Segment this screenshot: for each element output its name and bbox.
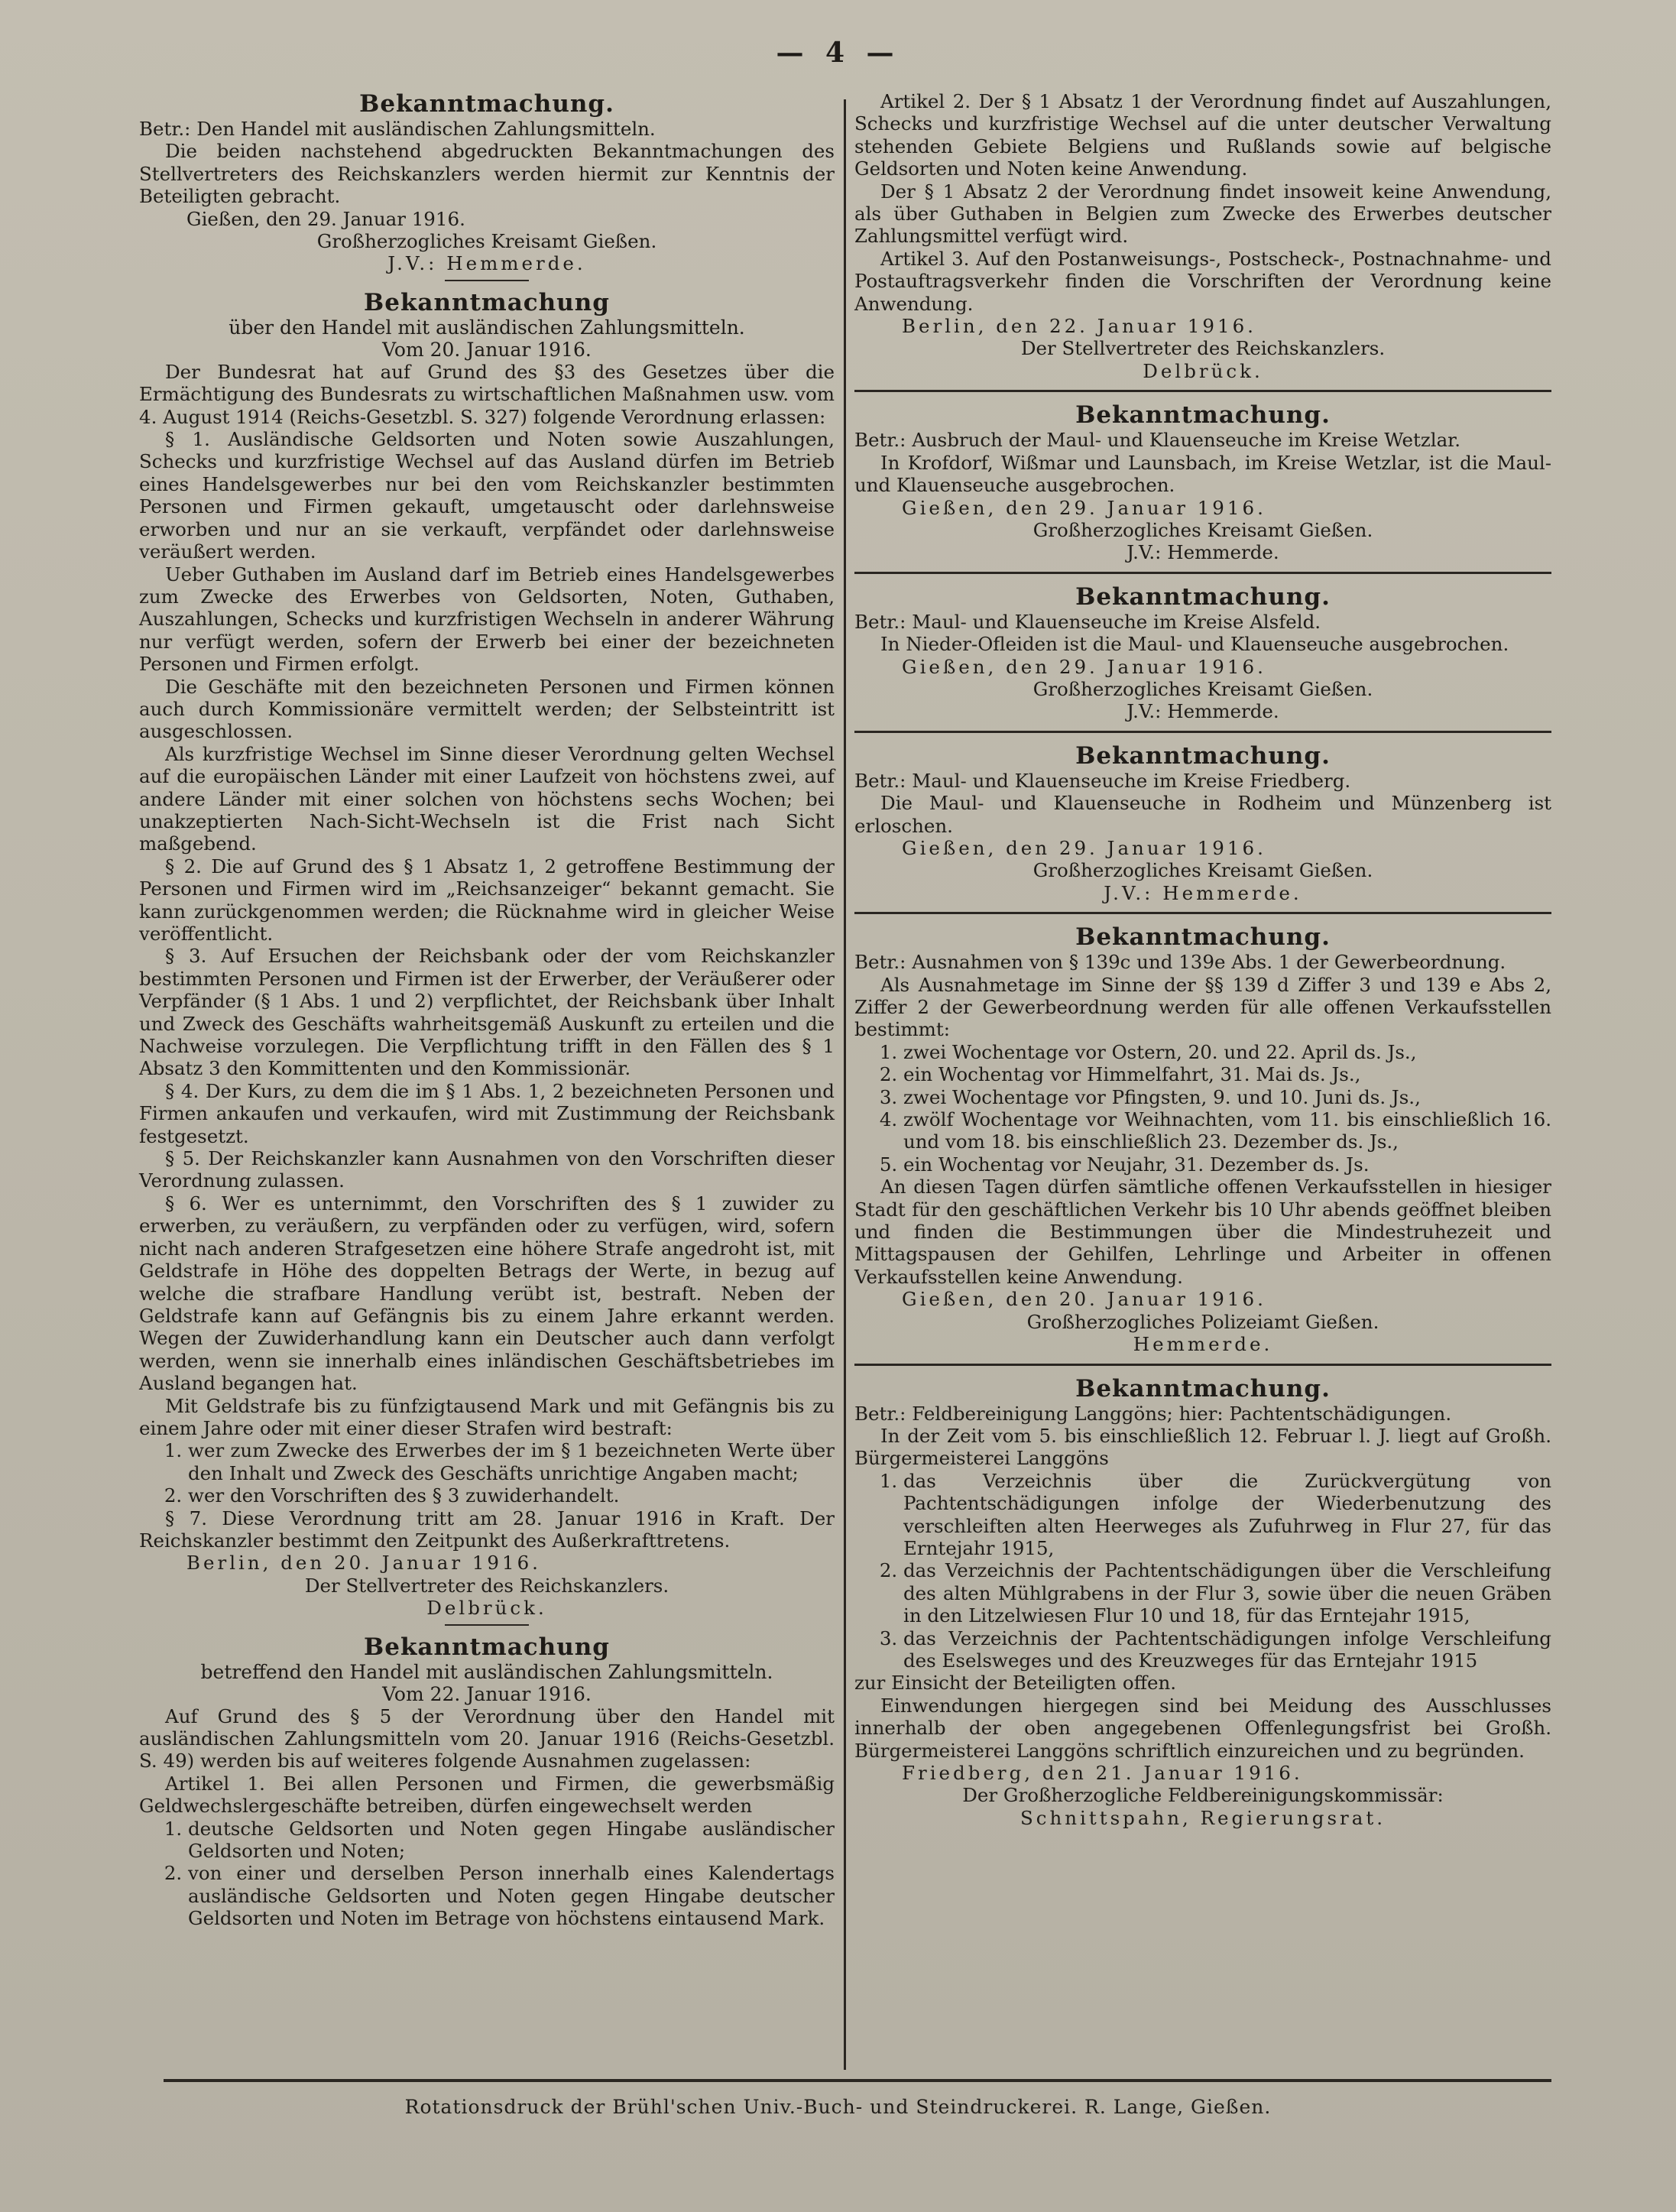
notice-zahlungsmittel-kreisamt [139, 90, 835, 281]
notice-date: Gießen, den 29. Januar 1916. [902, 836, 1266, 859]
notice-subtitle-date: Vom 22. Januar 1916. [382, 1682, 592, 1705]
paragraph: Der Bundesrat hat auf Grund des §3 des Gesetzes über die Ermächtigung des Bundesrats zu wirtschaftlichen Maßnahmen usw. vom 4. August 1914 (Reichs-Gesetzbl. S. 327) folgende Verordnung erlassen: [139, 360, 835, 428]
divider [854, 390, 1551, 392]
notice-verordnung-20-januar [139, 289, 835, 1626]
notice-subject: Betr.: Maul- und Klauenseuche im Kreise Alsfeld. [854, 610, 1321, 633]
list-item: 1. deutsche Geldsorten und Noten gegen Hingabe ausländischer Geldsorten und Noten; [188, 1818, 835, 1863]
paragraph: Artikel 2. Der § 1 Absatz 1 der Verordnung findet auf Auszahlungen, Schecks und kurzfristige Wechsel auf die unter deutscher Verwaltung stehenden Gebiete Belgiens und Rußlands sowie auf belgische Geldsorten und Noten keine Anwendung. [854, 90, 1551, 180]
paragraph: Ueber Guthaben im Ausland darf im Betrieb eines Handelsgewerbes zum Zwecke des Erwerbes von Geldsorten, Noten, Guthaben, Auszahlungen, Schecks und kurzfristigen Wechseln in anderer Währung nur verfügt werden, sofern der Erwerb bei einer der bezeichneten Personen und Firmen erfolgt. [139, 563, 835, 676]
notice-office: Der Stellvertreter des Reichskanzlers. [1020, 337, 1386, 360]
notice-signer: J.V.: Hemmerde. [1127, 541, 1279, 564]
divider [445, 280, 529, 281]
paragraph: Einwendungen hiergegen sind bei Meidung des Ausschlusses innerhalb der oben angegebenen Offenlegungsfrist bei Großh. Bürgermeisterei Langgöns schriftlich einzureichen und zu begründen. [854, 1694, 1551, 1762]
list-item: 5. ein Wochentag vor Neujahr, 31. Dezember ds. Js. [903, 1153, 1551, 1176]
notice-signer: J.V.: Hemmerde. [1127, 700, 1279, 723]
exception-list [139, 1818, 835, 1930]
notice-signer: Delbrück. [1143, 359, 1263, 382]
notice-date: Gießen, den 29. Januar 1916. [186, 207, 465, 230]
notice-signer: Schnittspahn, Regierungsrat. [1020, 1806, 1386, 1829]
printer-imprint: Rotationsdruck der Brühl'schen Univ.-Buch- und Steindruckerei. R. Lange, Gießen. [404, 2096, 1272, 2118]
paragraph: § 4. Der Kurs, zu dem die im § 1 Abs. 1, 2 bezeichneten Personen und Firmen ankaufen und verkaufen, wird mit Zustimmung der Reichsbank festgesetzt. [139, 1079, 835, 1147]
paragraph: In der Zeit vom 5. bis einschließlich 12. Februar l. J. liegt auf Großh. Bürgermeisterei Langgöns [854, 1424, 1551, 1470]
notice-signer: J.V.: Hemmerde. [387, 252, 586, 275]
list-item: 1. zwei Wochentage vor Ostern, 20. und 22. April ds. Js., [903, 1041, 1551, 1063]
list-item: 2. das Verzeichnis der Pachtentschädigungen über die Verschleifung des alten Mühlgrabens in der Flur 3, sowie über die neuen Gräben in den Litzelwiesen Flur 10 und 18, für das Erntejahr 1915, [903, 1559, 1551, 1627]
notice-title: Bekanntmachung. [1075, 741, 1331, 770]
notice-office: Der Großherzogliche Feldbereinigungskommissär: [962, 1784, 1444, 1807]
notice-signer: J.V.: Hemmerde. [1104, 881, 1302, 904]
list-item: 4. zwölf Wochentage vor Weihnachten, vom 11. bis einschließlich 16. und vom 18. bis einschließlich 23. Dezember ds. Js., [903, 1108, 1551, 1153]
divider [854, 912, 1551, 914]
list-item: 2. von einer und derselben Person innerhalb eines Kalendertags ausländische Geldsorten und Noten gegen Hingabe deutscher Geldsorten und Noten im Betrage von höchstens eintausend Mark. [188, 1862, 835, 1929]
notice-office: Großherzogliches Polizeiamt Gießen. [1026, 1310, 1379, 1333]
paragraph: § 3. Auf Ersuchen der Reichsbank oder der vom Reichskanzler bestimmten Personen und Firmen ist der Erwerber, der Veräußerer oder Verpfänder (§ 1 Abs. 1 und 2) verpflichtet, der Reichsbank über Inhalt und Zweck des Geschäfts wahrheitsgemäß Auskunft zu erteilen und die Nachweise vorzulegen. Die Verpflichtung trifft in den Fällen des § 1 Absatz 3 den Kommittenten und den Kommissionär. [139, 945, 835, 1080]
paragraph: § 5. Der Reichskanzler kann Ausnahmen von den Vorschriften dieser Verordnung zulassen. [139, 1147, 835, 1192]
notice-office: Der Stellvertreter des Reichskanzlers. [304, 1574, 669, 1597]
list-item: 1. das Verzeichnis über die Zurückvergütung von Pachtentschädigungen infolge der Wiederbenutzung des verschleiften alten Heerweges als Zufuhrweg in Flur 27, für das Erntejahr 1915, [903, 1470, 1551, 1560]
notice-subject: Betr.: Ausbruch der Maul- und Klauenseuche im Kreise Wetzlar. [854, 429, 1460, 452]
paragraph: § 7. Diese Verordnung tritt am 28. Januar 1916 in Kraft. Der Reichskanzler bestimmt den Zeitpunkt des Außerkrafttretens. [139, 1507, 835, 1552]
page-number: — 4 — [776, 37, 900, 69]
notice-date: Berlin, den 20. Januar 1916. [186, 1552, 541, 1575]
notice-subject: Betr.: Maul- und Klauenseuche im Kreise Friedberg. [854, 769, 1351, 792]
notice-signer: Delbrück. [426, 1597, 547, 1620]
notice-date: Gießen, den 20. Januar 1916. [902, 1288, 1266, 1311]
notice-ausnahmen-22-januar [139, 1633, 835, 1930]
bottom-rule [164, 2079, 1551, 2082]
notice-title: Bekanntmachung [364, 1633, 610, 1661]
notice-ausnahmen-continued [854, 90, 1551, 392]
divider [854, 731, 1551, 733]
paragraph: Als kurzfristige Wechsel im Sinne dieser Verordnung gelten Wechsel auf die europäischen Länder mit einer Laufzeit von höchstens zwei, auf andere Länder mit einer solchen von höchstens sechs Wochen; bei unakzeptierten Nach-Sicht-Wechseln ist die Frist nach Sicht maßgebend. [139, 742, 835, 855]
notice-gewerbeordnung [854, 923, 1551, 1365]
notice-date: Berlin, den 22. Januar 1916. [902, 315, 1256, 338]
paragraph: Der § 1 Absatz 2 der Verordnung findet insoweit keine Anwendung, als über Guthaben in Belgien zum Zwecke des Erwerbes deutscher Zahlungsmittel verfügt wird. [854, 180, 1551, 248]
notice-body: In Nieder-Ofleiden ist die Maul- und Klauenseuche ausgebrochen. [880, 633, 1509, 656]
notice-date: Friedberg, den 21. Januar 1916. [902, 1762, 1303, 1784]
notice-body: In Krofdorf, Wißmar und Launsbach, im Kreise Wetzlar, ist die Maul- und Klauenseuche ausgebrochen. [854, 451, 1551, 497]
notice-subtitle: betreffend den Handel mit ausländischen Zahlungsmitteln. [200, 1660, 773, 1683]
paragraph: zur Einsicht der Beteiligten offen. [854, 1672, 1177, 1695]
notice-title: Bekanntmachung. [1075, 582, 1331, 611]
list-item: 2. ein Wochentag vor Himmelfahrt, 31. Mai ds. Js., [903, 1063, 1551, 1085]
list-item: 1. wer zum Zwecke des Erwerbes der im § 1 bezeichneten Werte über den Inhalt und Zweck des Geschäfts unrichtige Angaben macht; [188, 1439, 835, 1484]
notice-subject: Betr.: Ausnahmen von § 139c und 139e Abs. 1 der Gewerbeordnung. [854, 951, 1506, 974]
column-divider [844, 99, 846, 2070]
notice-body: Die Maul- und Klauenseuche in Rodheim und Münzenberg ist erloschen. [854, 792, 1551, 837]
paragraph: § 1. Ausländische Geldsorten und Noten sowie Auszahlungen, Schecks und kurzfristige Wechsel auf das Ausland dürfen im Betrieb eines Handelsgewerbes nur bei den vom Reichskanzler bestimmten Personen und Firmen gekauft, umgetauscht oder darlehnsweise erworben und nur an sie verkauft, verpfändet oder darlehnsweise veräußert werden. [139, 428, 835, 563]
divider [854, 1364, 1551, 1366]
notice-seuche-wetzlar [854, 401, 1551, 573]
paragraph: Auf Grund des § 5 der Verordnung über den Handel mit ausländischen Zahlungsmitteln vom 20. Januar 1916 (Reichs-Gesetzbl. S. 49) werden bis auf weiteres folgende Ausnahmen zugelassen: [139, 1704, 835, 1773]
list-item: 2. wer den Vorschriften des § 3 zuwiderhandelt. [188, 1484, 835, 1507]
notice-office: Großherzogliches Kreisamt Gießen. [1033, 677, 1373, 700]
divider [445, 1624, 529, 1626]
notice-title: Bekanntmachung. [1075, 401, 1331, 430]
notice-subject: Betr.: Den Handel mit ausländischen Zahlungsmitteln. [139, 118, 656, 140]
left-column [139, 90, 835, 1930]
paragraph: § 2. Die auf Grund des § 1 Absatz 1, 2 getroffene Bestimmung der Personen und Firmen wird im „Reichsanzeiger“ bekannt gemacht. Sie kann zurückgenommen werden; die Rücknahme wird in gleicher Weise veröffentlicht. [139, 855, 835, 945]
notice-title: Bekanntmachung. [1075, 923, 1331, 952]
notice-signer: Hemmerde. [1133, 1333, 1273, 1356]
notice-office: Großherzogliches Kreisamt Gießen. [1033, 518, 1373, 541]
notice-subtitle: über den Handel mit ausländischen Zahlungsmitteln. [229, 316, 745, 339]
notice-office: Großherzogliches Kreisamt Gießen. [1033, 859, 1373, 882]
notice-date: Gießen, den 29. Januar 1916. [902, 655, 1266, 678]
paragraph: Die Geschäfte mit den bezeichneten Personen und Firmen können auch durch Kommissionäre vermittelt werden; der Selbsteintritt ist ausgeschlossen. [139, 675, 835, 743]
paragraph: An diesen Tagen dürfen sämtliche offenen Verkaufsstellen in hiesiger Stadt für den geschäftlichen Verkehr bis 10 Uhr abends geöffnet bleiben und finden die Bestimmungen über die Mindestruhezeit und Mittagspausen der Gehilfen, Lehrlinge und Arbeiter in offenen Verkaufsstellen keine Anwendung. [854, 1176, 1551, 1288]
verzeichnis-list [854, 1470, 1551, 1672]
notice-feldbereinigung [854, 1375, 1551, 1830]
list-item: 3. zwei Wochentage vor Pfingsten, 9. und 10. Juni ds. Js., [903, 1086, 1551, 1108]
list-item: 3. das Verzeichnis der Pachtentschädigungen infolge Verschleifung des Eselsweges und des Kreuzweges für das Erntejahr 1915 [903, 1627, 1551, 1672]
notice-body: Die beiden nachstehend abgedruckten Bekanntmachungen des Stellvertreters des Reichskanzlers werden hiermit zur Kenntnis der Beteiligten gebracht. [139, 140, 835, 208]
notice-title: Bekanntmachung [364, 288, 610, 316]
paragraph: Mit Geldstrafe bis zu fünfzigtausend Mark und mit Gefängnis bis zu einem Jahre oder mit einer dieser Strafen wird bestraft: [139, 1394, 835, 1439]
ausnahmetage-list [854, 1041, 1551, 1176]
right-column [854, 90, 1551, 1829]
notice-seuche-friedberg [854, 742, 1551, 914]
paragraph: § 6. Wer es unternimmt, den Vorschriften des § 1 zuwider zu erwerben, zu veräußern, zu verpfänden oder zu verfügen, wird, sofern nicht nach anderen Strafgesetzen eine höhere Strafe angedroht ist, mit Geldstrafe in Höhe des doppelten Betrags der Werte, in bezug auf welche die strafbare Handlung verübt ist, bestraft. Neben der Geldstrafe kann auf Gefängnis bis zu einem Jahre erkannt werden. Wegen der Zuwiderhandlung kann ein Deutscher auch dann verfolgt werden, wenn sie innerhalb eines inländischen Geschäftsbetriebes im Ausland begangen hat. [139, 1192, 835, 1395]
paragraph: Artikel 3. Auf den Postanweisungs-, Postscheck-, Postnachnahme- und Postauftragsverkehr finden die Vorschriften der Verordnung keine Anwendung. [854, 247, 1551, 315]
notice-title: Bekanntmachung. [359, 90, 614, 118]
notice-subject: Betr.: Feldbereinigung Langgöns; hier: Pachtentschädigungen. [854, 1402, 1452, 1425]
divider [854, 572, 1551, 574]
paragraph: Artikel 1. Bei allen Personen und Firmen, die gewerbsmäßig Geldwechslergeschäfte betreiben, dürfen eingewechselt werden [139, 1772, 835, 1818]
notice-seuche-alsfeld [854, 583, 1551, 733]
paragraph: Als Ausnahmetage im Sinne der §§ 139 d Ziffer 3 und 139 e Abs 2, Ziffer 2 der Gewerbeordnung werden für alle offenen Verkaufsstellen bestimmt: [854, 973, 1551, 1041]
penalty-list [139, 1439, 835, 1507]
notice-office: Großherzogliches Kreisamt Gießen. [316, 230, 657, 253]
notice-subtitle-date: Vom 20. Januar 1916. [382, 338, 592, 361]
notice-title: Bekanntmachung. [1075, 1374, 1331, 1403]
notice-date: Gießen, den 29. Januar 1916. [902, 496, 1266, 519]
